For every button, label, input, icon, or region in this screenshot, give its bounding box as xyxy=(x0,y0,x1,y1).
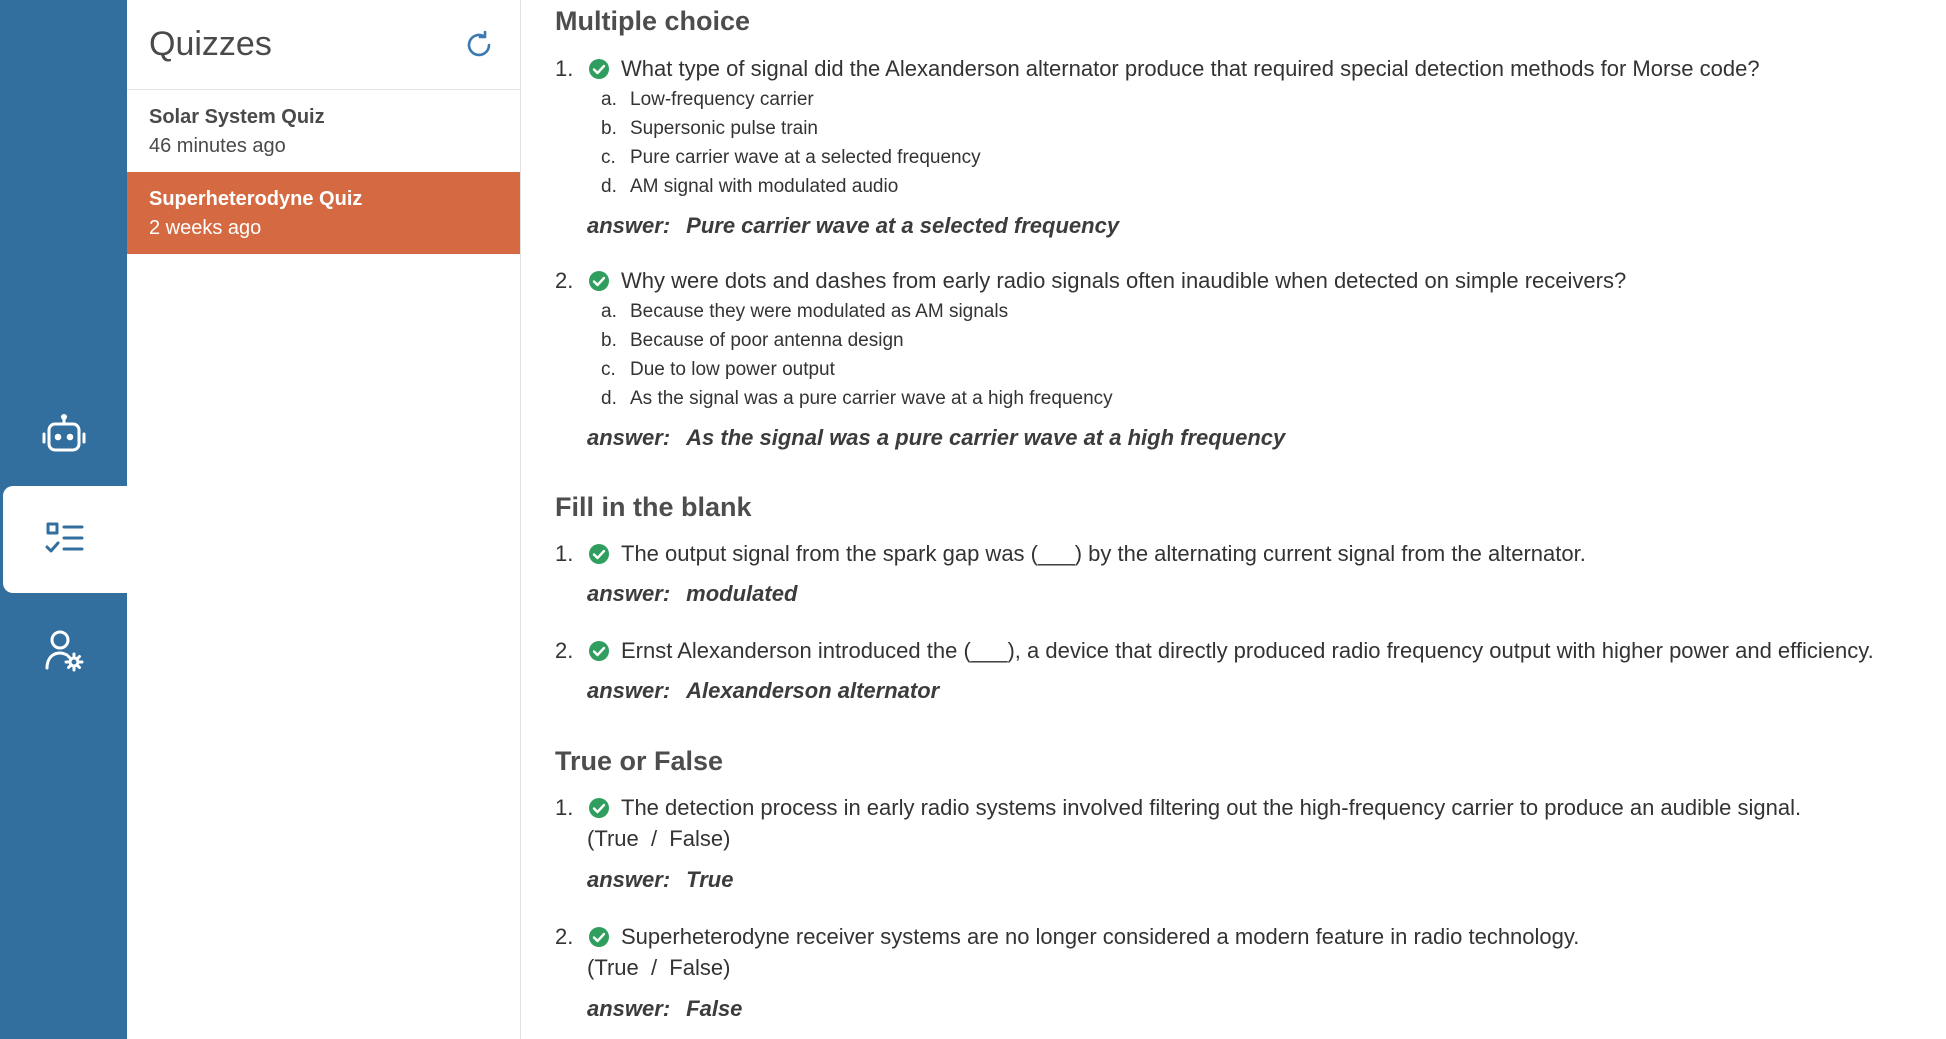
nav-rail xyxy=(0,0,127,1039)
answer-label: answer: xyxy=(587,425,671,450)
question-text: The detection process in early radio systems involved filtering out the high-frequency carrier to produce an audible signal. xyxy=(621,795,1802,820)
option: d. AM signal with modulated audio xyxy=(601,176,899,197)
option: b. Supersonic pulse train xyxy=(601,118,818,139)
option: b. Because of poor antenna design xyxy=(601,330,904,351)
refresh-button[interactable] xyxy=(462,28,496,62)
user-settings-icon xyxy=(44,628,84,672)
refresh-icon xyxy=(464,30,494,60)
true-false-choices: (True / False) xyxy=(587,955,731,980)
answer-text: As the signal was a pure carrier wave at a high frequency xyxy=(686,425,1286,450)
quiz-list-header xyxy=(127,0,520,90)
rail-item-quizzes[interactable] xyxy=(3,486,127,593)
question-number: 1. xyxy=(555,56,574,81)
options-list xyxy=(601,85,1946,201)
quiz-list-title: Quizzes xyxy=(149,25,272,63)
question xyxy=(555,922,1946,1024)
answer-text: True xyxy=(686,867,734,892)
check-circle-icon xyxy=(588,926,610,948)
answer-text: modulated xyxy=(686,581,798,606)
true-false-choices: (True / False) xyxy=(587,826,731,851)
checklist-icon xyxy=(45,521,85,559)
question-number: 1. xyxy=(555,795,574,820)
option: c. Due to low power output xyxy=(601,359,835,380)
question xyxy=(555,793,1946,895)
quiz-timestamp: 2 weeks ago xyxy=(149,217,262,239)
question-text: The output signal from the spark gap was (___) by the alternating current signal from the alternator. xyxy=(621,541,1586,566)
quiz-list-item[interactable] xyxy=(127,90,520,172)
quiz-list-panel xyxy=(127,0,521,1039)
section-title-fill-in-the-blank: Fill in the blank xyxy=(555,492,752,522)
check-circle-icon xyxy=(588,58,610,80)
option: c. Pure carrier wave at a selected frequency xyxy=(601,147,981,168)
check-circle-icon xyxy=(588,797,610,819)
quiz-name: Solar System Quiz xyxy=(149,106,325,128)
option: a. Low-frequency carrier xyxy=(601,89,814,110)
answer xyxy=(587,579,1946,609)
quiz-list-item-selected[interactable] xyxy=(127,172,520,254)
answer xyxy=(587,865,1946,895)
answer-text: Pure carrier wave at a selected frequency xyxy=(686,213,1120,238)
answer xyxy=(587,211,1946,241)
answer xyxy=(587,994,1946,1024)
answer-label: answer: xyxy=(587,867,671,892)
answer-label: answer: xyxy=(587,678,671,703)
option: a. Because they were modulated as AM signals xyxy=(601,301,1009,322)
question-text: What type of signal did the Alexanderson alternator produce that required special detection methods for Morse code? xyxy=(621,56,1760,81)
check-circle-icon xyxy=(588,270,610,292)
check-circle-icon xyxy=(588,543,610,565)
question-text: Ernst Alexanderson introduced the (___), a device that directly produced radio frequency output with higher power and efficiency. xyxy=(621,638,1874,663)
quiz-timestamp: 46 minutes ago xyxy=(149,135,286,157)
question xyxy=(555,636,1946,706)
question-text: Superheterodyne receiver systems are no longer considered a modern feature in radio technology. xyxy=(621,924,1580,949)
robot-icon xyxy=(41,412,87,458)
answer-label: answer: xyxy=(587,581,671,606)
check-circle-icon xyxy=(588,640,610,662)
section-title-true-or-false: True or False xyxy=(555,746,724,776)
answer xyxy=(587,676,1946,706)
option: d. As the signal was a pure carrier wave at a high frequency xyxy=(601,388,1113,409)
question-number: 2. xyxy=(555,924,574,949)
question-number: 2. xyxy=(555,268,574,293)
answer-text: False xyxy=(686,996,743,1021)
quiz-content xyxy=(521,0,1946,1039)
quiz-name: Superheterodyne Quiz xyxy=(149,188,363,210)
question-number: 2. xyxy=(555,638,574,663)
answer-label: answer: xyxy=(587,213,671,238)
answer-label: answer: xyxy=(587,996,671,1021)
question xyxy=(555,54,1946,241)
question-text: Why were dots and dashes from early radio signals often inaudible when detected on simple receivers? xyxy=(621,268,1627,293)
rail-item-profile-settings[interactable] xyxy=(0,596,127,703)
options-list xyxy=(601,297,1946,413)
question-number: 1. xyxy=(555,541,574,566)
section-title-multiple-choice: Multiple choice xyxy=(555,6,751,36)
answer-text: Alexanderson alternator xyxy=(686,678,940,703)
rail-item-assistant[interactable] xyxy=(0,381,127,488)
answer xyxy=(587,423,1946,453)
question xyxy=(555,539,1946,609)
question xyxy=(555,266,1946,453)
